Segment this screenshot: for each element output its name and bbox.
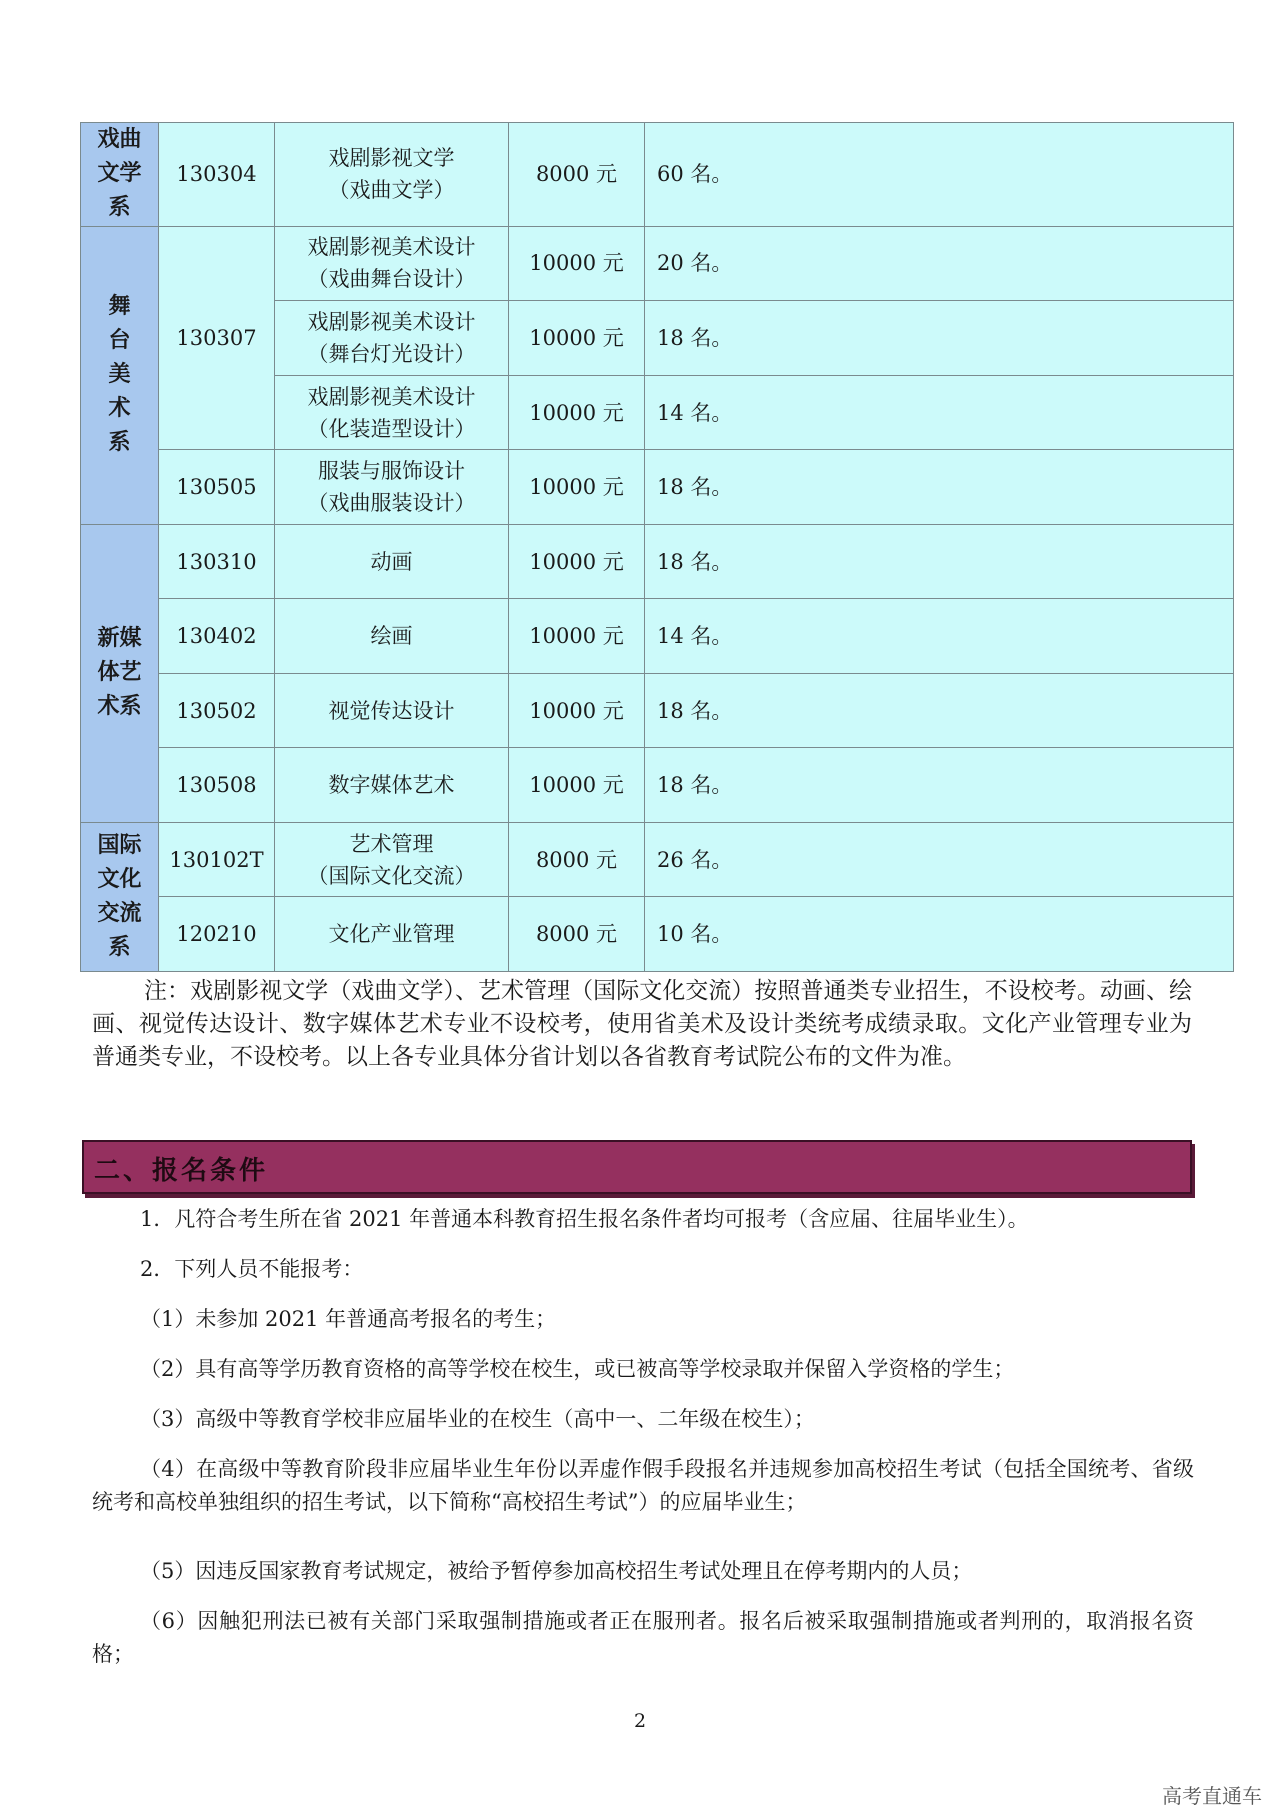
table-row [81,450,1234,525]
paragraph: （6）因触犯刑法已被有关部门采取强制措施或者正在服刑者。报名后被采取强制措施或者判刑的，取消报名资格； [92,1609,1194,1666]
major-name: 戏剧影视美术设计 [307,309,476,334]
fee-cell: 8000 元 [509,897,645,972]
paragraph: 1．凡符合考生所在省 2021 年普通本科教育招生报名条件者均可报考（含应届、往届毕业生）。 [140,1207,1029,1231]
table-row [81,897,1234,972]
fee-cell: 8000 元 [509,822,645,897]
major-cell [275,123,509,227]
dept-name: 新媒体艺术系 [97,626,142,720]
paragraph: （4）在高级中等教育阶段非应届毕业生年份以弄虚作假手段报名并违规参加高校招生考试（包括全国统考、省级统考和高校单独组织的招生考试，以下简称“高校招生考试”）的应届毕业生； [92,1457,1194,1514]
quota-cell: 60 名。 [645,123,1234,227]
major-cell [275,897,509,972]
quota-cell: 10 名。 [645,897,1234,972]
enrollment-plan-table [80,122,1234,972]
table-row [81,226,1234,301]
code-cell: 130307 [159,226,275,450]
major-cell [275,226,509,301]
major-direction: （戏曲服装设计） [307,491,476,516]
major-direction: （化装造型设计） [307,416,476,441]
major-name: 服装与服饰设计 [318,459,465,484]
major-name: 文化产业管理 [328,922,455,947]
table-row [81,822,1234,897]
section-header [82,1140,1192,1194]
quota-cell: 18 名。 [645,673,1234,748]
dept-cell [81,524,159,822]
major-cell [275,450,509,525]
major-direction: （戏曲舞台设计） [307,267,476,292]
code-cell: 130402 [159,599,275,674]
paragraph: （3）高级中等教育学校非应届毕业的在校生（高中一、二年级在校生）； [140,1407,815,1431]
major-direction: （舞台灯光设计） [307,341,476,366]
major-name: 绘画 [370,624,413,649]
code-cell: 130310 [159,524,275,599]
quota-cell: 18 名。 [645,450,1234,525]
table-note: 注：戏剧影视文学（戏曲文学）、艺术管理（国际文化交流）按照普通类专业招生，不设校考。动画、绘画、视觉传达设计、数字媒体艺术专业不设校考，使用省美术及设计类统考成绩录取。文化产业管理专业为普通类专业，不设校考。以上各专业具体分省计划以各省教育考试院公布的文件为准。 [92,978,1192,1070]
table-row [81,673,1234,748]
code-cell: 130102T [159,822,275,897]
code-cell: 130508 [159,748,275,823]
dept-name: 戏曲文学系 [97,127,142,221]
major-direction: （国际文化交流） [307,863,476,888]
quota-cell: 18 名。 [645,748,1234,823]
fee-cell: 10000 元 [509,673,645,748]
major-name: 动画 [370,549,413,574]
fee-cell: 10000 元 [509,375,645,450]
major-name: 视觉传达设计 [328,698,455,723]
major-cell [275,375,509,450]
dept-cell [81,123,159,227]
quota-cell: 18 名。 [645,524,1234,599]
major-cell [275,748,509,823]
page-number: 2 [633,1710,647,1732]
paragraph: （5）因违反国家教育考试规定，被给予暂停参加高校招生考试处理且在停考期内的人员； [140,1559,973,1583]
fee-cell: 8000 元 [509,123,645,227]
fee-cell: 10000 元 [509,524,645,599]
quota-cell: 20 名。 [645,226,1234,301]
fee-cell: 10000 元 [509,301,645,376]
major-cell [275,822,509,897]
table-row [81,748,1234,823]
major-name: 戏剧影视美术设计 [307,235,476,260]
code-cell: 130502 [159,673,275,748]
fee-cell: 10000 元 [509,450,645,525]
fee-cell: 10000 元 [509,226,645,301]
major-cell [275,301,509,376]
code-cell: 130304 [159,123,275,227]
section-title: 二、报名条件 [94,1156,269,1186]
major-direction: （戏曲文学） [328,178,455,203]
code-cell: 120210 [159,897,275,972]
paragraph: （2）具有高等学历教育资格的高等学校在校生，或已被高等学校录取并保留入学资格的学生； [140,1357,1015,1381]
dept-cell [81,822,159,971]
paragraph: （1）未参加 2021 年普通高考报名的考生； [140,1307,557,1331]
quota-cell: 26 名。 [645,822,1234,897]
quota-cell: 14 名。 [645,375,1234,450]
table-row [81,123,1234,227]
fee-cell: 10000 元 [509,599,645,674]
dept-name: 舞台美术系 [108,294,131,456]
major-cell [275,524,509,599]
major-cell [275,673,509,748]
quota-cell: 18 名。 [645,301,1234,376]
major-cell [275,599,509,674]
major-name: 戏剧影视美术设计 [307,384,476,409]
major-name: 艺术管理 [349,831,434,856]
code-cell: 130505 [159,450,275,525]
major-name: 戏剧影视文学 [328,146,455,171]
watermark: 高考直通车 [1162,1784,1262,1808]
paragraph: 2．下列人员不能报考： [140,1257,364,1281]
quota-cell: 14 名。 [645,599,1234,674]
fee-cell: 10000 元 [509,748,645,823]
table-row [81,524,1234,599]
dept-cell [81,226,159,524]
table-row [81,599,1234,674]
dept-name: 国际文化交流系 [97,832,142,960]
major-name: 数字媒体艺术 [328,773,455,798]
